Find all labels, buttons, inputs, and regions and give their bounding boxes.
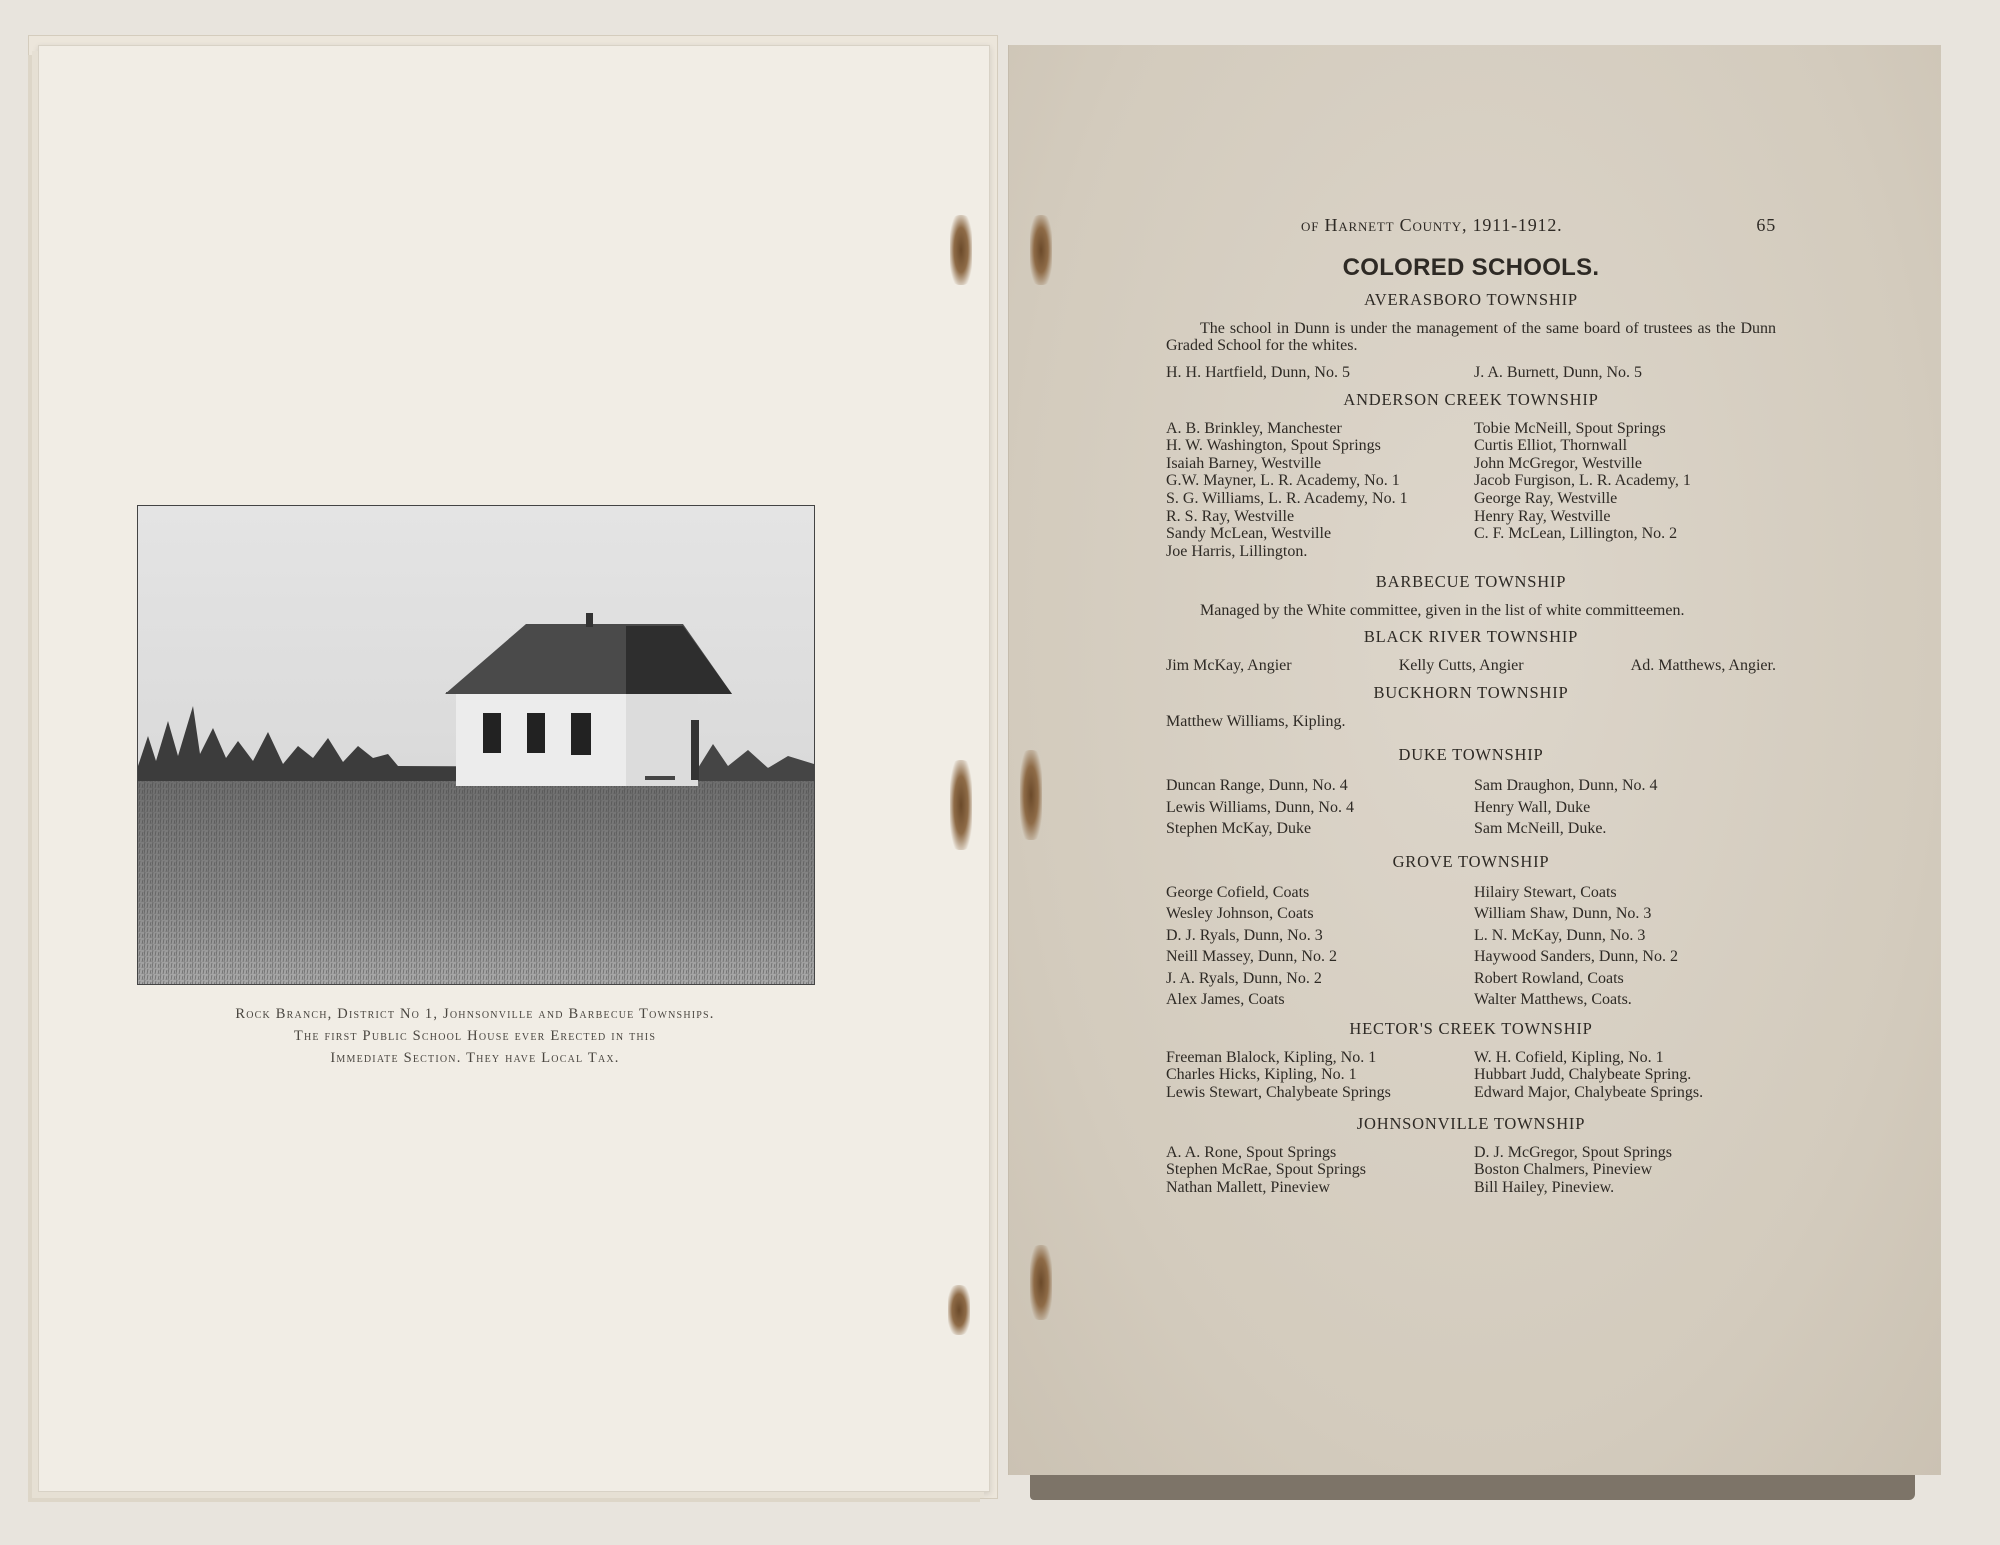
binding-stain <box>950 760 972 850</box>
list-item: Freeman Blalock, Kipling, No. 1 <box>1166 1048 1377 1066</box>
list-item: Bill Hailey, Pineview. <box>1474 1178 1615 1196</box>
list-item: C. F. McLean, Lillington, No. 2 <box>1474 525 1678 543</box>
list-item: Boston Chalmers, Pineview <box>1474 1161 1653 1179</box>
caption-line: Immediate Section. They have Local Tax. <box>330 1050 620 1066</box>
section-heading: GROVE TOWNSHIP <box>1392 851 1550 871</box>
list-item: J. A. Burnett, Dunn, No. 5 <box>1474 364 1642 381</box>
name-list <box>1166 775 1776 840</box>
name-list <box>1166 364 1776 382</box>
list-item: Stephen McKay, Duke <box>1166 820 1312 838</box>
list-item: William Shaw, Dunn, No. 3 <box>1474 905 1652 923</box>
page-number: 65 <box>1756 215 1776 235</box>
list-item: Duncan Range, Dunn, No. 4 <box>1166 777 1348 795</box>
list-item: Matthew Williams, Kipling. <box>1166 713 1346 731</box>
list-item: A. B. Brinkley, Manchester <box>1166 419 1342 437</box>
list-item: Curtis Elliot, Thornwall <box>1474 437 1628 455</box>
list-item: Hilairy Stewart, Coats <box>1474 883 1617 901</box>
list-item: Nathan Mallett, Pineview <box>1166 1178 1330 1196</box>
list-item: Kelly Cutts, Angier <box>1398 657 1524 675</box>
name-column-right <box>1474 364 1782 382</box>
name-column-left <box>1166 775 1474 840</box>
list-item: Sam Draughon, Dunn, No. 4 <box>1474 777 1658 795</box>
list-item: Lewis Stewart, Chalybeate Springs <box>1166 1084 1391 1102</box>
list-item: D. J. Ryals, Dunn, No. 3 <box>1166 926 1323 944</box>
binding-stain <box>948 1285 970 1335</box>
binding-stain <box>1030 1245 1052 1320</box>
list-item: W. H. Cofield, Kipling, No. 1 <box>1474 1048 1664 1066</box>
list-item: Edward Major, Chalybeate Springs. <box>1474 1084 1704 1102</box>
section-heading: AVERASBORO TOWNSHIP <box>1364 290 1578 309</box>
binding-stain <box>950 215 972 285</box>
list-item: Alex James, Coats <box>1166 991 1285 1009</box>
list-item: Charles Hicks, Kipling, No. 1 <box>1166 1066 1357 1084</box>
list-item: Walter Matthews, Coats. <box>1474 991 1632 1009</box>
list-item: J. A. Ryals, Dunn, No. 2 <box>1166 969 1322 987</box>
name-column-left <box>1166 1049 1474 1102</box>
list-item: G.W. Mayner, L. R. Academy, No. 1 <box>1166 472 1400 490</box>
name-column-right <box>1474 1144 1782 1197</box>
list-item: Haywood Sanders, Dunn, No. 2 <box>1474 948 1678 966</box>
section-heading: HECTOR'S CREEK TOWNSHIP <box>1349 1018 1593 1038</box>
list-item: H. W. Washington, Spout Springs <box>1166 437 1381 455</box>
name-column-left <box>1166 882 1474 1011</box>
section-note: The school in Dunn is under the management of the same board of trustees as the Dunn Graded School for the whites. <box>1166 320 1776 354</box>
list-item: A. A. Rone, Spout Springs <box>1166 1143 1337 1161</box>
list-item: Sandy McLean, Westville <box>1166 525 1332 543</box>
list-item: George Ray, Westville <box>1474 489 1618 507</box>
list-item: L. N. McKay, Dunn, No. 3 <box>1474 926 1646 944</box>
list-item: Joe Harris, Lillington. <box>1166 542 1308 560</box>
list-item: Sam McNeill, Duke. <box>1474 820 1607 838</box>
name-list <box>1166 657 1776 675</box>
list-item: George Cofield, Coats <box>1166 883 1310 901</box>
binding-stain <box>1020 750 1042 840</box>
name-column-right <box>1474 420 1782 561</box>
photo-caption <box>110 1003 840 1069</box>
name-list <box>1166 1049 1776 1102</box>
section-heading: BUCKHORN TOWNSHIP <box>1373 683 1569 703</box>
name-list <box>1166 420 1776 561</box>
caption-line: Rock Branch, District No 1, Johnsonville and Barbecue Townships. <box>235 1006 715 1022</box>
list-item: Ad. Matthews, Angier. <box>1630 657 1776 675</box>
section-heading: ANDERSON CREEK TOWNSHIP <box>1343 389 1599 409</box>
list-item: Stephen McRae, Spout Springs <box>1166 1161 1366 1179</box>
name-list <box>1166 1144 1776 1197</box>
page-content <box>1166 216 1776 1196</box>
page-title: COLORED SCHOOLS. <box>1342 254 1600 281</box>
name-column-right <box>1474 775 1782 840</box>
list-item: Henry Wall, Duke <box>1474 798 1591 816</box>
list-item: Lewis Williams, Dunn, No. 4 <box>1166 798 1354 816</box>
section-heading: BARBECUE TOWNSHIP <box>1375 572 1567 592</box>
list-item: H. H. Hartfield, Dunn, No. 5 <box>1166 364 1350 381</box>
list-item: S. G. Williams, L. R. Academy, No. 1 <box>1166 489 1408 507</box>
section-heading: JOHNSONVILLE TOWNSHIP <box>1356 1113 1586 1133</box>
list-item: D. J. McGregor, Spout Springs <box>1474 1143 1673 1161</box>
list-item: Wesley Johnson, Coats <box>1166 905 1314 923</box>
running-head-text: of Harnett County, 1911-1912. <box>1301 215 1563 235</box>
name-column-left <box>1166 1144 1474 1197</box>
list-item: R. S. Ray, Westville <box>1166 507 1295 525</box>
list-item: Henry Ray, Westville <box>1474 507 1611 525</box>
section-heading: DUKE TOWNSHIP <box>1398 745 1544 765</box>
list-item: John McGregor, Westville <box>1474 454 1642 472</box>
section-note: Managed by the White committee, given in the list of white committeemen. <box>1200 602 1685 620</box>
list-item: Isaiah Barney, Westville <box>1166 454 1322 472</box>
name-column-left <box>1166 420 1474 561</box>
list-item: Jim McKay, Angier <box>1166 657 1292 675</box>
list-item: Tobie McNeill, Spout Springs <box>1474 419 1666 437</box>
running-head <box>1166 216 1776 242</box>
list-item: Neill Massey, Dunn, No. 2 <box>1166 948 1337 966</box>
section-heading: BLACK RIVER TOWNSHIP <box>1363 627 1579 647</box>
name-column-right <box>1474 882 1782 1011</box>
schoolhouse-photo <box>137 505 815 985</box>
list-item: Jacob Furgison, L. R. Academy, 1 <box>1474 472 1691 490</box>
name-list <box>1166 882 1776 1011</box>
caption-line: The first Public School House ever Erected in this <box>293 1028 657 1044</box>
list-item: Robert Rowland, Coats <box>1474 969 1624 987</box>
binding-stain <box>1030 215 1052 285</box>
list-item: Hubbart Judd, Chalybeate Spring. <box>1474 1066 1692 1084</box>
name-column-right <box>1474 1049 1782 1102</box>
name-column-left <box>1166 364 1474 382</box>
